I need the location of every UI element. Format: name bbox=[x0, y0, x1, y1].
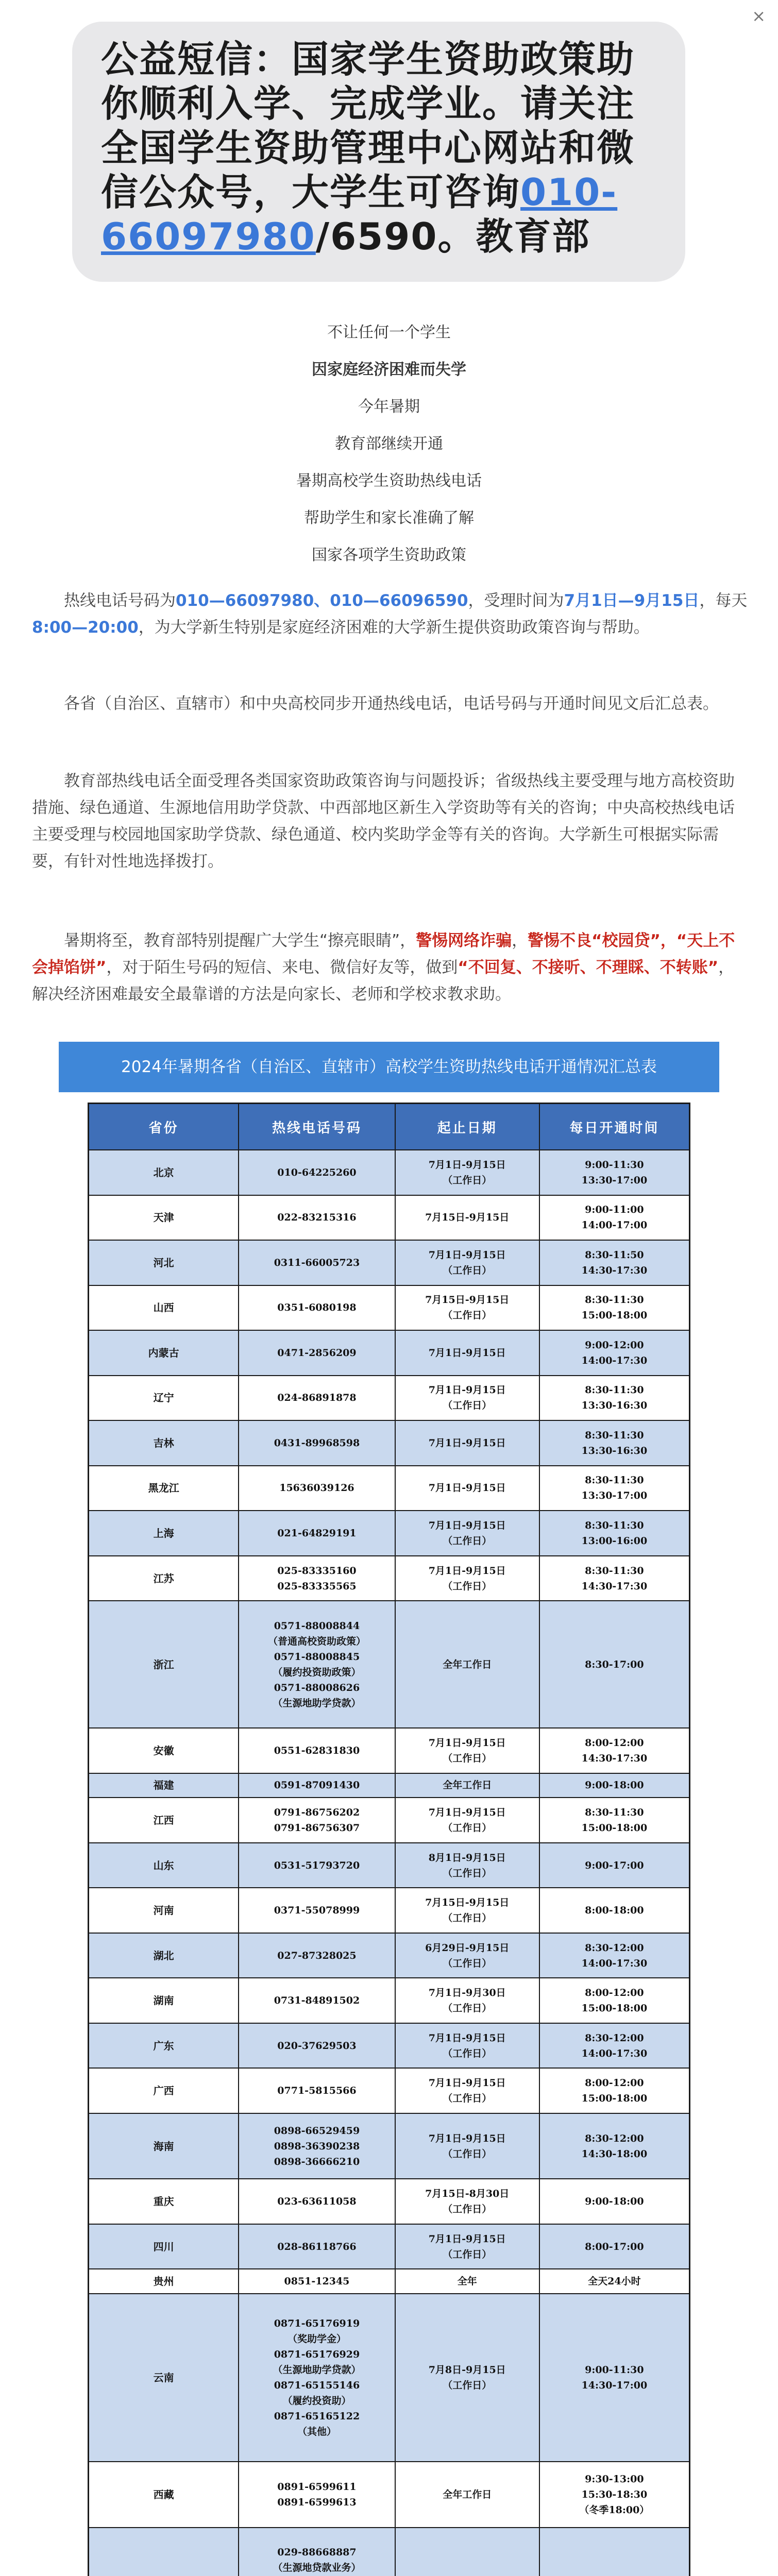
hours-cell-line: 15:00-18:00 bbox=[581, 1310, 648, 1321]
phone-cell[interactable] bbox=[239, 1150, 395, 1195]
phone-cell[interactable] bbox=[239, 1511, 395, 1556]
sms-phone-link[interactable]: 010-66097980 bbox=[101, 171, 618, 258]
hours-cell bbox=[539, 2528, 690, 2576]
table-row bbox=[89, 2269, 690, 2294]
phone-cell-line[interactable]: 0591-87091430 bbox=[274, 1780, 360, 1791]
table-row bbox=[89, 1798, 690, 1843]
hours-cell bbox=[539, 1420, 690, 1466]
province-cell: 上海 bbox=[89, 1511, 239, 1556]
dates-cell-line: 7月1日-9月15日 bbox=[428, 2132, 506, 2144]
table-body bbox=[89, 1150, 690, 2576]
hours-cell-line: 14:00-17:30 bbox=[581, 2047, 648, 2059]
close-icon[interactable]: × bbox=[752, 6, 766, 26]
table-row bbox=[89, 2224, 690, 2269]
dates-cell-line: （工作日） bbox=[443, 1264, 492, 1276]
hours-cell bbox=[539, 2462, 690, 2527]
table-row bbox=[89, 2113, 690, 2179]
intro-line: 教育部继续开通 bbox=[335, 435, 443, 453]
hours-cell bbox=[539, 1888, 690, 1933]
phone-cell[interactable] bbox=[239, 1556, 395, 1601]
phone-cell-line[interactable]: 0571-88008626 bbox=[274, 1682, 360, 1693]
dates-cell-line: 7月1日-9月15日 bbox=[428, 2077, 506, 2089]
province-cell: 广西 bbox=[89, 2068, 239, 2113]
hours-cell bbox=[539, 1728, 690, 1773]
table-row bbox=[89, 2462, 690, 2527]
dates-cell bbox=[395, 1330, 539, 1376]
dates-cell bbox=[395, 2528, 539, 2576]
phone-cell[interactable] bbox=[239, 1843, 395, 1888]
dates-cell-line: 7月15日-9月15日 bbox=[425, 1294, 510, 1306]
hours-cell-line: 8:00-12:00 bbox=[585, 1737, 644, 1749]
province-cell: 浙江 bbox=[89, 1601, 239, 1728]
hours-cell-line: 9:00-11:30 bbox=[585, 1159, 644, 1171]
dates-cell bbox=[395, 2113, 539, 2179]
dates-cell-line: （工作日） bbox=[443, 1867, 492, 1879]
phone-cell[interactable] bbox=[239, 2269, 395, 2294]
phone-cell[interactable] bbox=[239, 1195, 395, 1241]
dates-cell bbox=[395, 2068, 539, 2113]
table-row bbox=[89, 1978, 690, 2023]
phone-cell[interactable] bbox=[239, 1933, 395, 1978]
province-cell: 河南 bbox=[89, 1888, 239, 1933]
phone-cell-line[interactable]: （履约投资助政策） bbox=[273, 1666, 361, 1678]
phone-cell-line[interactable]: 0898-36666210 bbox=[274, 2156, 360, 2167]
hours-cell bbox=[539, 2294, 690, 2462]
intro-line: 因家庭经济困难而失学 bbox=[312, 361, 466, 379]
dates-cell-line: 7月1日-9月15日 bbox=[428, 1482, 506, 1494]
phone-cell[interactable] bbox=[239, 1376, 395, 1421]
phone-cell[interactable] bbox=[239, 1888, 395, 1933]
sms-text: 公益短信：国家学生资助政策助你顺利入学、完成学业。请关注全国学生资助管理中心网站和微信公众号，大学生可咨询010-66097980/6590。教育部 bbox=[101, 38, 635, 258]
phone-cell-line[interactable]: 0898-66529459 bbox=[274, 2125, 360, 2137]
hours-cell-line: （冬季18:00） bbox=[579, 2504, 650, 2516]
hours-cell-line: 8:30-11:30 bbox=[585, 1429, 644, 1441]
phone-cell[interactable] bbox=[239, 2294, 395, 2462]
province-cell: 湖北 bbox=[89, 1933, 239, 1978]
dates-cell-line: （工作日） bbox=[443, 2047, 492, 2059]
table-row bbox=[89, 1556, 690, 1601]
header-dates: 起止日期 bbox=[395, 1104, 539, 1150]
phone-cell-line[interactable]: 029-88668887 bbox=[277, 2547, 357, 2558]
dates-cell-line: （工作日） bbox=[443, 2148, 492, 2160]
dates-cell bbox=[395, 1466, 539, 1511]
dates-cell-line: （工作日） bbox=[443, 1580, 492, 1592]
table-row bbox=[89, 1843, 690, 1888]
table-row bbox=[89, 1195, 690, 1241]
hours-cell-line: 8:30-11:30 bbox=[585, 1384, 644, 1396]
intro-lines bbox=[0, 314, 778, 574]
table-row bbox=[89, 1330, 690, 1376]
phone-cell-line[interactable]: （生源地助学贷款） bbox=[273, 2364, 361, 2376]
phone-cell-line[interactable]: 15636039126 bbox=[279, 1482, 354, 1494]
hours-cell-line: 9:00-11:30 bbox=[585, 2364, 644, 2376]
province-cell: 内蒙古 bbox=[89, 1330, 239, 1376]
phone-cell-line[interactable]: 0871-65176919 bbox=[274, 2318, 360, 2330]
hours-cell bbox=[539, 1511, 690, 1556]
dates-cell-line: 7月1日-9月15日 bbox=[428, 1384, 506, 1396]
dates-cell-line: （工作日） bbox=[443, 1752, 492, 1764]
phone-cell[interactable] bbox=[239, 2462, 395, 2527]
dates-cell-line: （工作日） bbox=[443, 1912, 492, 1924]
hours-cell bbox=[539, 2023, 690, 2069]
dates-cell-line: 7月1日-9月15日 bbox=[428, 2233, 506, 2245]
dates-cell-line: （工作日） bbox=[443, 2248, 492, 2260]
phone-cell[interactable] bbox=[239, 1728, 395, 1773]
table-row bbox=[89, 1888, 690, 1933]
phone-cell-line[interactable]: 025-83335565 bbox=[277, 1580, 357, 1592]
phone-cell-line[interactable]: （奖助学金） bbox=[287, 2333, 346, 2345]
province-cell: 贵州 bbox=[89, 2269, 239, 2294]
dates-cell-line: 7月1日-9月15日 bbox=[428, 1520, 506, 1532]
phone-cell-line[interactable]: 010-64225260 bbox=[277, 1166, 357, 1178]
hours-cell-line: 全天24小时 bbox=[588, 2276, 641, 2287]
phone-cell-line[interactable]: 0571-88008845 bbox=[274, 1651, 360, 1663]
hours-cell-line: 14:00-17:30 bbox=[581, 1354, 648, 1366]
phone-cell-line[interactable]: 023-63611058 bbox=[277, 2196, 357, 2208]
dates-cell-line: 7月1日-9月30日 bbox=[428, 1987, 506, 1999]
hotline-numbers[interactable]: 010—66097980、010—66096590 bbox=[176, 591, 468, 610]
dates-cell bbox=[395, 1978, 539, 2023]
dates-cell bbox=[395, 1420, 539, 1466]
hours-cell bbox=[539, 1466, 690, 1511]
dates-cell-line: 7月1日-9月15日 bbox=[428, 1737, 506, 1749]
phone-cell[interactable] bbox=[239, 1798, 395, 1843]
dates-cell-line: 全年工作日 bbox=[443, 2489, 492, 2501]
hours-cell-line: 9:00-18:00 bbox=[585, 1780, 644, 1791]
dates-cell bbox=[395, 1933, 539, 1978]
hours-cell-line: 8:00-18:00 bbox=[585, 1905, 644, 1917]
dates-cell bbox=[395, 1511, 539, 1556]
hours-cell bbox=[539, 1556, 690, 1601]
province-cell: 辽宁 bbox=[89, 1376, 239, 1421]
table-row bbox=[89, 2179, 690, 2224]
dates-cell-line: （工作日） bbox=[443, 1174, 492, 1186]
phone-cell[interactable] bbox=[239, 2179, 395, 2224]
hours-cell bbox=[539, 1240, 690, 1285]
dates-cell-line: （工作日） bbox=[443, 2380, 492, 2392]
phone-cell-line[interactable]: （生源地贷款业务） bbox=[273, 2562, 361, 2574]
phone-cell[interactable] bbox=[239, 1601, 395, 1728]
province-cell bbox=[89, 2528, 239, 2576]
table-row bbox=[89, 1601, 690, 1728]
table-row bbox=[89, 2068, 690, 2113]
phone-cell-line[interactable]: 0551-62831830 bbox=[274, 1744, 360, 1756]
dates-cell-line: （工作日） bbox=[443, 2003, 492, 2014]
hours-cell bbox=[539, 1285, 690, 1331]
hours-cell bbox=[539, 2269, 690, 2294]
phone-cell[interactable] bbox=[239, 2113, 395, 2179]
hours-cell-line: 8:30-11:30 bbox=[585, 1294, 644, 1306]
province-cell: 福建 bbox=[89, 1773, 239, 1798]
dates-cell bbox=[395, 2269, 539, 2294]
table-row bbox=[89, 1240, 690, 1285]
province-cell: 河北 bbox=[89, 1240, 239, 1285]
dates-cell-line: 7月1日-9月15日 bbox=[428, 1565, 506, 1577]
phone-cell-line[interactable]: 0431-89968598 bbox=[274, 1437, 360, 1449]
phone-cell-line[interactable]: 0851-12345 bbox=[284, 2276, 350, 2287]
dates-cell-line: 全年 bbox=[457, 2276, 477, 2287]
dates-cell-line: 7月15日-8月30日 bbox=[425, 2188, 510, 2200]
province-cell: 北京 bbox=[89, 1150, 239, 1195]
table-row bbox=[89, 1728, 690, 1773]
hours-cell-line: 9:00-18:00 bbox=[585, 2196, 644, 2208]
phone-cell[interactable] bbox=[239, 1773, 395, 1798]
province-cell: 四川 bbox=[89, 2224, 239, 2269]
phone-cell[interactable] bbox=[239, 1330, 395, 1376]
table-row bbox=[89, 1376, 690, 1421]
hours-cell-line: 15:30-18:30 bbox=[581, 2489, 648, 2501]
hours-cell-line: 8:30-11:30 bbox=[585, 1475, 644, 1486]
phone-cell-line[interactable]: 0791-86756307 bbox=[274, 1822, 360, 1834]
phone-cell-line[interactable]: 0731-84891502 bbox=[274, 1995, 360, 2007]
phone-cell-line[interactable]: 0871-65165122 bbox=[274, 2411, 360, 2422]
phone-cell[interactable] bbox=[239, 2528, 395, 2576]
dates-cell bbox=[395, 1240, 539, 1285]
intro-line: 今年暑期 bbox=[358, 398, 420, 416]
hours-cell-line: 8:30-11:30 bbox=[585, 1565, 644, 1577]
hours-cell-line: 13:30-16:30 bbox=[581, 1400, 648, 1412]
phone-cell[interactable] bbox=[239, 2023, 395, 2069]
hours-cell-line: 8:30-11:30 bbox=[585, 1807, 644, 1819]
intro-line: 暑期高校学生资助热线电话 bbox=[296, 472, 482, 490]
phone-cell-line[interactable]: 027-87328025 bbox=[277, 1950, 357, 1961]
phone-cell[interactable] bbox=[239, 1978, 395, 2023]
hours-cell-line: 8:00-17:00 bbox=[585, 2241, 644, 2252]
dates-cell bbox=[395, 1285, 539, 1331]
hours-cell-line: 14:30-17:30 bbox=[581, 1264, 648, 1276]
intro-line: 不让任何一个学生 bbox=[327, 324, 451, 342]
phone-cell[interactable] bbox=[239, 1466, 395, 1511]
hours-cell bbox=[539, 2068, 690, 2113]
table-row bbox=[89, 1773, 690, 1798]
dates-cell bbox=[395, 1556, 539, 1601]
table-row bbox=[89, 1466, 690, 1511]
hours-cell bbox=[539, 2224, 690, 2269]
hours-cell-line: 13:30-17:00 bbox=[581, 1490, 648, 1502]
table-title-banner: 2024年暑期各省（自治区、直辖市）高校学生资助热线电话开通情况汇总表 bbox=[59, 1042, 719, 1092]
phone-cell[interactable] bbox=[239, 1285, 395, 1331]
hours-cell bbox=[539, 1150, 690, 1195]
hours-cell-line: 9:30-13:00 bbox=[585, 2473, 644, 2485]
sms-bubble bbox=[72, 22, 685, 282]
hours-cell bbox=[539, 1933, 690, 1978]
warning-paragraph: 暑期将至，教育部特别提醒广大学生“擦亮眼睛”，警惕网络诈骗，警惕不良“校园贷”，“天上不会掉馅饼”，对于陌生号码的短信、来电、微信好友等，做到“不回复、不接听、不理睬、不转账”，解决经济困难最安全最靠谱的方法是向家长、老师和学校求教求助。 bbox=[32, 931, 735, 1004]
phone-cell-line[interactable]: 0531-51793720 bbox=[274, 1859, 360, 1871]
hours-cell-line: 15:00-18:00 bbox=[581, 2093, 648, 2105]
hours-cell bbox=[539, 1843, 690, 1888]
hours-cell-line: 14:30-17:30 bbox=[581, 1580, 648, 1592]
provinces-paragraph: 各省（自治区、直辖市）和中央高校同步开通热线电话，电话号码与开通时间见文后汇总表。 bbox=[64, 694, 719, 713]
dates-cell-line: 7月15日-9月15日 bbox=[425, 1212, 510, 1224]
dates-cell-line: 7月1日-9月15日 bbox=[428, 1347, 506, 1359]
dates-cell-line: （工作日） bbox=[443, 1957, 492, 1969]
phone-cell-line[interactable]: 0471-2856209 bbox=[277, 1347, 357, 1359]
table-row bbox=[89, 2023, 690, 2069]
dates-cell-line: （工作日） bbox=[443, 1535, 492, 1547]
dates-cell-line: 7月8日-9月15日 bbox=[428, 2364, 506, 2376]
dates-cell-line: 全年工作日 bbox=[443, 1780, 492, 1791]
hours-cell bbox=[539, 2179, 690, 2224]
dates-cell bbox=[395, 1888, 539, 1933]
dates-cell bbox=[395, 1843, 539, 1888]
dates-cell-line: （工作日） bbox=[443, 1400, 492, 1412]
dates-cell bbox=[395, 2462, 539, 2527]
dates-cell-line: （工作日） bbox=[443, 1822, 492, 1834]
dates-cell bbox=[395, 1728, 539, 1773]
hours-cell-line: 13:30-16:30 bbox=[581, 1445, 648, 1456]
dates-cell bbox=[395, 2179, 539, 2224]
hours-cell-line: 9:00-11:00 bbox=[585, 1204, 644, 1216]
dates-cell-line: （工作日） bbox=[443, 2204, 492, 2215]
dates-cell bbox=[395, 1601, 539, 1728]
province-cell: 山西 bbox=[89, 1285, 239, 1331]
phone-cell-line[interactable]: （其他） bbox=[297, 2426, 336, 2438]
phone-cell-line[interactable]: （生源地助学贷款） bbox=[273, 1697, 361, 1709]
hours-cell-line: 14:30-17:30 bbox=[581, 1752, 648, 1764]
dates-cell-line: 8月1日-9月15日 bbox=[428, 1852, 506, 1863]
phone-cell-line[interactable]: 025-83335160 bbox=[277, 1565, 357, 1577]
dates-cell-line: 7月1日-9月15日 bbox=[428, 1437, 506, 1449]
hours-cell bbox=[539, 1773, 690, 1798]
phone-cell-line[interactable]: 0311-66005723 bbox=[274, 1257, 360, 1268]
hours-cell-line: 8:00-12:00 bbox=[585, 2077, 644, 2089]
province-cell: 重庆 bbox=[89, 2179, 239, 2224]
phone-cell-line[interactable]: 0771-5815566 bbox=[277, 2085, 357, 2097]
hotline-table bbox=[88, 1103, 690, 2576]
phone-cell[interactable] bbox=[239, 2224, 395, 2269]
table-row bbox=[89, 1511, 690, 1556]
dates-cell bbox=[395, 1150, 539, 1195]
dates-cell-line: 7月1日-9月15日 bbox=[428, 2032, 506, 2044]
hours-cell-line: 8:30-12:00 bbox=[585, 2032, 644, 2044]
hours-cell-line: 15:00-18:00 bbox=[581, 1822, 648, 1834]
phone-cell-line[interactable]: 0371-55078999 bbox=[274, 1905, 360, 1917]
province-cell: 广东 bbox=[89, 2023, 239, 2069]
province-cell: 天津 bbox=[89, 1195, 239, 1241]
phone-cell-line[interactable]: 0871-65176929 bbox=[274, 2349, 360, 2361]
header-province: 省份 bbox=[89, 1104, 239, 1150]
hours-cell-line: 15:00-18:00 bbox=[581, 2003, 648, 2014]
province-cell: 云南 bbox=[89, 2294, 239, 2462]
phone-cell-line[interactable]: 020-37629503 bbox=[277, 2040, 357, 2052]
hours-cell-line: 8:30-12:00 bbox=[585, 2132, 644, 2144]
table-row bbox=[89, 1933, 690, 1978]
hours-cell-line: 8:30-11:30 bbox=[585, 1520, 644, 1532]
province-cell: 黑龙江 bbox=[89, 1466, 239, 1511]
table-header-row bbox=[89, 1104, 690, 1150]
hours-cell-line: 14:00-17:00 bbox=[581, 1219, 648, 1231]
phone-cell-line[interactable]: 0871-65155146 bbox=[274, 2380, 360, 2392]
dates-cell bbox=[395, 2294, 539, 2462]
dates-cell-line: 6月29日-9月15日 bbox=[425, 1942, 510, 1954]
phone-cell[interactable] bbox=[239, 1420, 395, 1466]
table-row bbox=[89, 1285, 690, 1331]
phone-cell-line[interactable]: 0891-6599611 bbox=[277, 2481, 357, 2493]
dates-cell bbox=[395, 1798, 539, 1843]
dates-cell-line: （工作日） bbox=[443, 2093, 492, 2105]
province-cell: 安徽 bbox=[89, 1728, 239, 1773]
dates-cell-line: 7月1日-9月15日 bbox=[428, 1807, 506, 1819]
phone-cell-line[interactable]: （履约投资助） bbox=[282, 2395, 351, 2407]
hours-cell bbox=[539, 1601, 690, 1728]
table-row bbox=[89, 1420, 690, 1466]
hours-cell-line: 8:30-11:50 bbox=[585, 1249, 644, 1261]
hours-cell bbox=[539, 1330, 690, 1376]
hours-cell-line: 13:30-17:00 bbox=[581, 1174, 648, 1186]
table-row bbox=[89, 1150, 690, 1195]
hours-cell-line: 8:00-12:00 bbox=[585, 1987, 644, 1999]
phone-cell-line[interactable]: 0891-6599613 bbox=[277, 2497, 357, 2509]
hours-cell bbox=[539, 2113, 690, 2179]
phone-cell-line[interactable]: （普通高校资助政策） bbox=[267, 1635, 366, 1647]
dates-cell bbox=[395, 1195, 539, 1241]
table-row bbox=[89, 2294, 690, 2462]
intro-line: 国家各项学生资助政策 bbox=[312, 546, 466, 564]
phone-cell[interactable] bbox=[239, 1240, 395, 1285]
hours-cell bbox=[539, 1195, 690, 1241]
hours-cell bbox=[539, 1376, 690, 1421]
hours-cell bbox=[539, 1978, 690, 2023]
phone-cell[interactable] bbox=[239, 2068, 395, 2113]
phone-cell-line[interactable]: 021-64829191 bbox=[277, 1528, 357, 1539]
dates-cell-line: 7月1日-9月15日 bbox=[428, 1159, 506, 1171]
scope-paragraph: 教育部热线电话全面受理各类国家资助政策咨询与问题投诉；省级热线主要受理与地方高校资助措施、绿色通道、生源地信用助学贷款、中西部地区新生入学资助等有关的咨询；中央高校热线电话主要受理与校园地国家助学贷款、绿色通道、校内奖助学金等有关的咨询。大学新生可根据实际需要，有针对性地选择拨打。 bbox=[32, 772, 735, 871]
table-row bbox=[89, 2528, 690, 2576]
phone-cell-line[interactable]: 028-86118766 bbox=[277, 2241, 357, 2252]
phone-cell-line[interactable]: 0351-6080198 bbox=[277, 1302, 357, 1314]
dates-cell bbox=[395, 1376, 539, 1421]
hours-cell-line: 14:30-18:00 bbox=[581, 2148, 648, 2160]
hours-cell-line: 9:00-12:00 bbox=[585, 1339, 644, 1351]
dates-cell bbox=[395, 2224, 539, 2269]
province-cell: 江西 bbox=[89, 1798, 239, 1843]
hours-cell-line: 13:00-16:00 bbox=[581, 1535, 648, 1547]
hours-cell-line: 14:30-17:00 bbox=[581, 2380, 648, 2392]
phone-cell-line[interactable]: 0898-36390238 bbox=[274, 2140, 360, 2152]
dates-cell-line: 7月15日-9月15日 bbox=[425, 1897, 510, 1909]
dates-cell-line: 全年工作日 bbox=[443, 1658, 492, 1670]
intro-line: 帮助学生和家长准确了解 bbox=[304, 509, 474, 527]
hours-cell-line: 8:30-12:00 bbox=[585, 1942, 644, 1954]
hotline-paragraph: 热线电话号码为010—66097980、010—66096590，受理时间为7月1日—9月15日，每天8:00—20:00，为大学新生特别是家庭经济困难的大学新生提供资助政策咨询与帮助。 bbox=[32, 591, 748, 637]
dates-cell bbox=[395, 2023, 539, 2069]
hours-cell-line: 9:00-17:00 bbox=[585, 1859, 644, 1871]
hours-cell-line: 8:30-17:00 bbox=[585, 1658, 644, 1670]
dates-cell-line: （工作日） bbox=[443, 1310, 492, 1321]
province-cell: 江苏 bbox=[89, 1556, 239, 1601]
province-cell: 海南 bbox=[89, 2113, 239, 2179]
dates-cell bbox=[395, 1773, 539, 1798]
phone-cell-line[interactable]: 024-86891878 bbox=[277, 1392, 357, 1404]
phone-cell-line[interactable]: 0791-86756202 bbox=[274, 1807, 360, 1819]
province-cell: 西藏 bbox=[89, 2462, 239, 2527]
province-cell: 湖南 bbox=[89, 1978, 239, 2023]
dates-cell-line: 7月1日-9月15日 bbox=[428, 1249, 506, 1261]
phone-cell-line[interactable]: 0571-88008844 bbox=[274, 1620, 360, 1632]
hours-cell bbox=[539, 1798, 690, 1843]
header-hours: 每日开通时间 bbox=[539, 1104, 690, 1150]
province-cell: 山东 bbox=[89, 1843, 239, 1888]
province-cell: 吉林 bbox=[89, 1420, 239, 1466]
phone-cell-line[interactable]: 022-83215316 bbox=[277, 1212, 357, 1224]
header-phone: 热线电话号码 bbox=[239, 1104, 395, 1150]
hours-cell-line: 14:00-17:30 bbox=[581, 1957, 648, 1969]
